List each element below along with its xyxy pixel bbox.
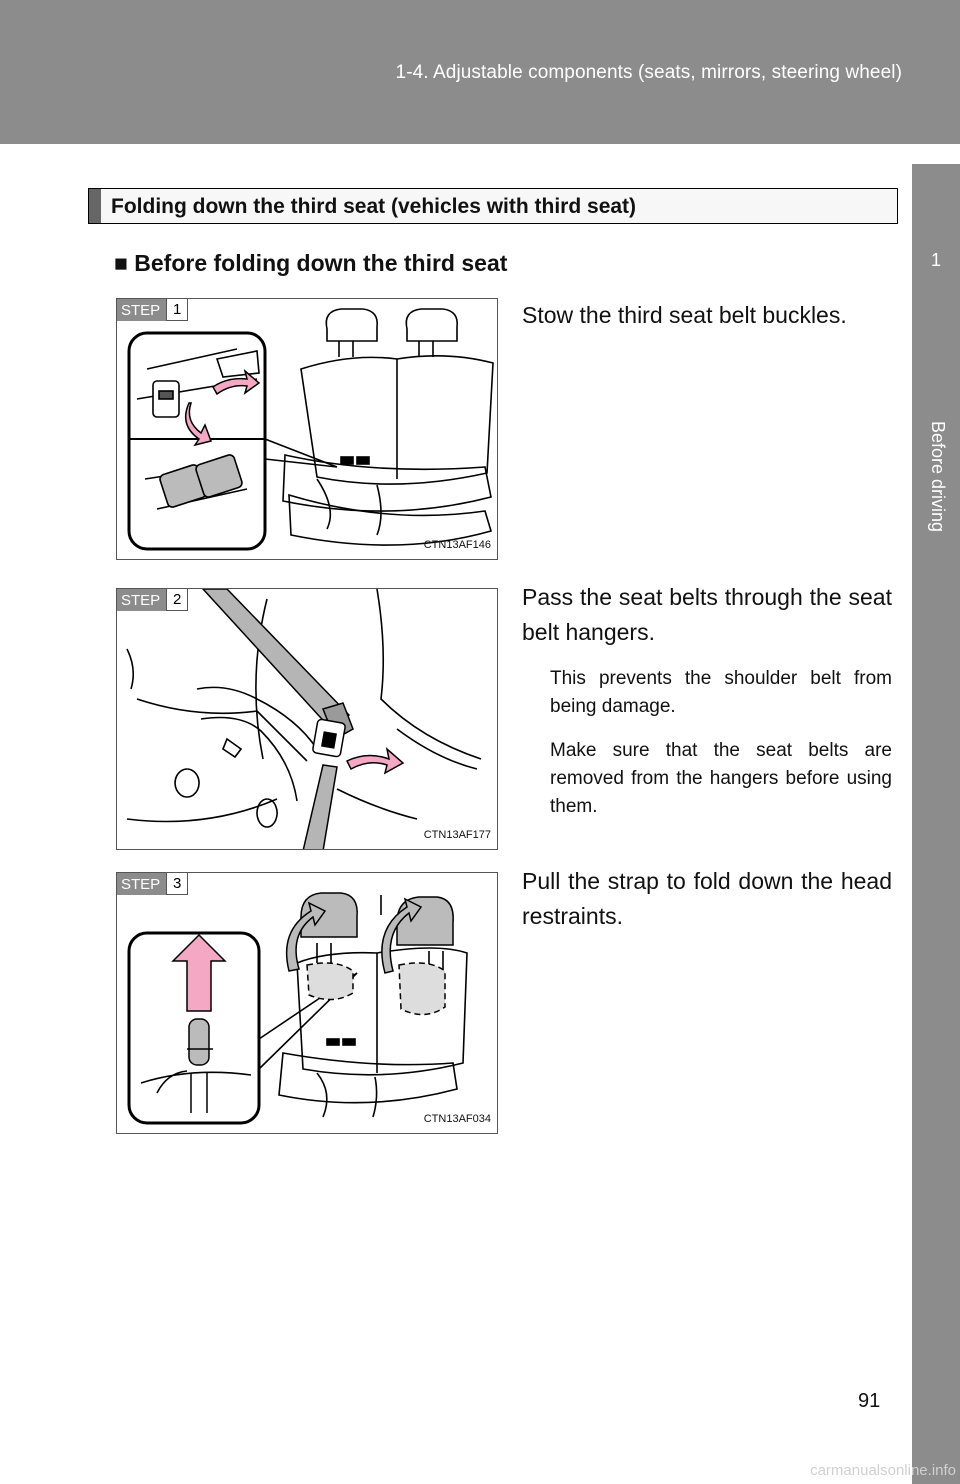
step-1-figure	[116, 298, 498, 560]
step-2-figure	[116, 588, 498, 850]
step-1-figure-code: CTN13AF146	[423, 539, 491, 551]
chapter-tab-label: Before driving	[928, 421, 948, 533]
step-2-badge	[117, 589, 188, 611]
step-2-note-1: This prevents the shoulder belt from being damage.	[550, 668, 892, 717]
section-title-bar	[89, 189, 101, 223]
section-title: Folding down the third seat (vehicles with third seat)	[111, 195, 637, 218]
step-3-text: Pull the strap to fold down the head restraints.	[522, 868, 892, 929]
chapter-tab-strip	[912, 380, 960, 1484]
seat-belt-hanger-illustration	[117, 589, 498, 850]
step-1-text: Stow the third seat belt buckles.	[522, 302, 847, 328]
chapter-title: 1-4. Adjustable components (seats, mirrors, steering wheel)	[395, 62, 902, 83]
step-3-badge-label: STEP	[117, 873, 166, 895]
step-1-badge-number: 1	[166, 299, 188, 321]
subheading: ■ Before folding down the third seat	[114, 250, 508, 276]
chapter-tab[interactable]	[912, 164, 960, 380]
step-2-badge-number: 2	[166, 589, 188, 611]
step-3-figure-code: CTN13AF034	[423, 1113, 491, 1125]
step-2-badge-label: STEP	[117, 589, 166, 611]
step-3-badge-number: 3	[166, 873, 188, 895]
step-2-note-2: Make sure that the seat belts are removed from the hangers before using them.	[550, 740, 892, 817]
head-restraint-illustration	[117, 873, 498, 1134]
page-number: 91	[858, 1390, 881, 1412]
step-3-badge	[117, 873, 188, 895]
step-2-figure-code: CTN13AF177	[423, 829, 491, 841]
section-title-box	[88, 188, 898, 224]
watermark: carmanualsonline.info	[810, 1462, 956, 1479]
step-1-badge	[117, 299, 188, 321]
seat-buckle-illustration	[117, 299, 498, 560]
chapter-tab-number: 1	[930, 250, 941, 270]
step-3-figure	[116, 872, 498, 1134]
step-1-badge-label: STEP	[117, 299, 166, 321]
step-2-text: Pass the seat belts through the seat belt hangers.	[522, 584, 892, 645]
